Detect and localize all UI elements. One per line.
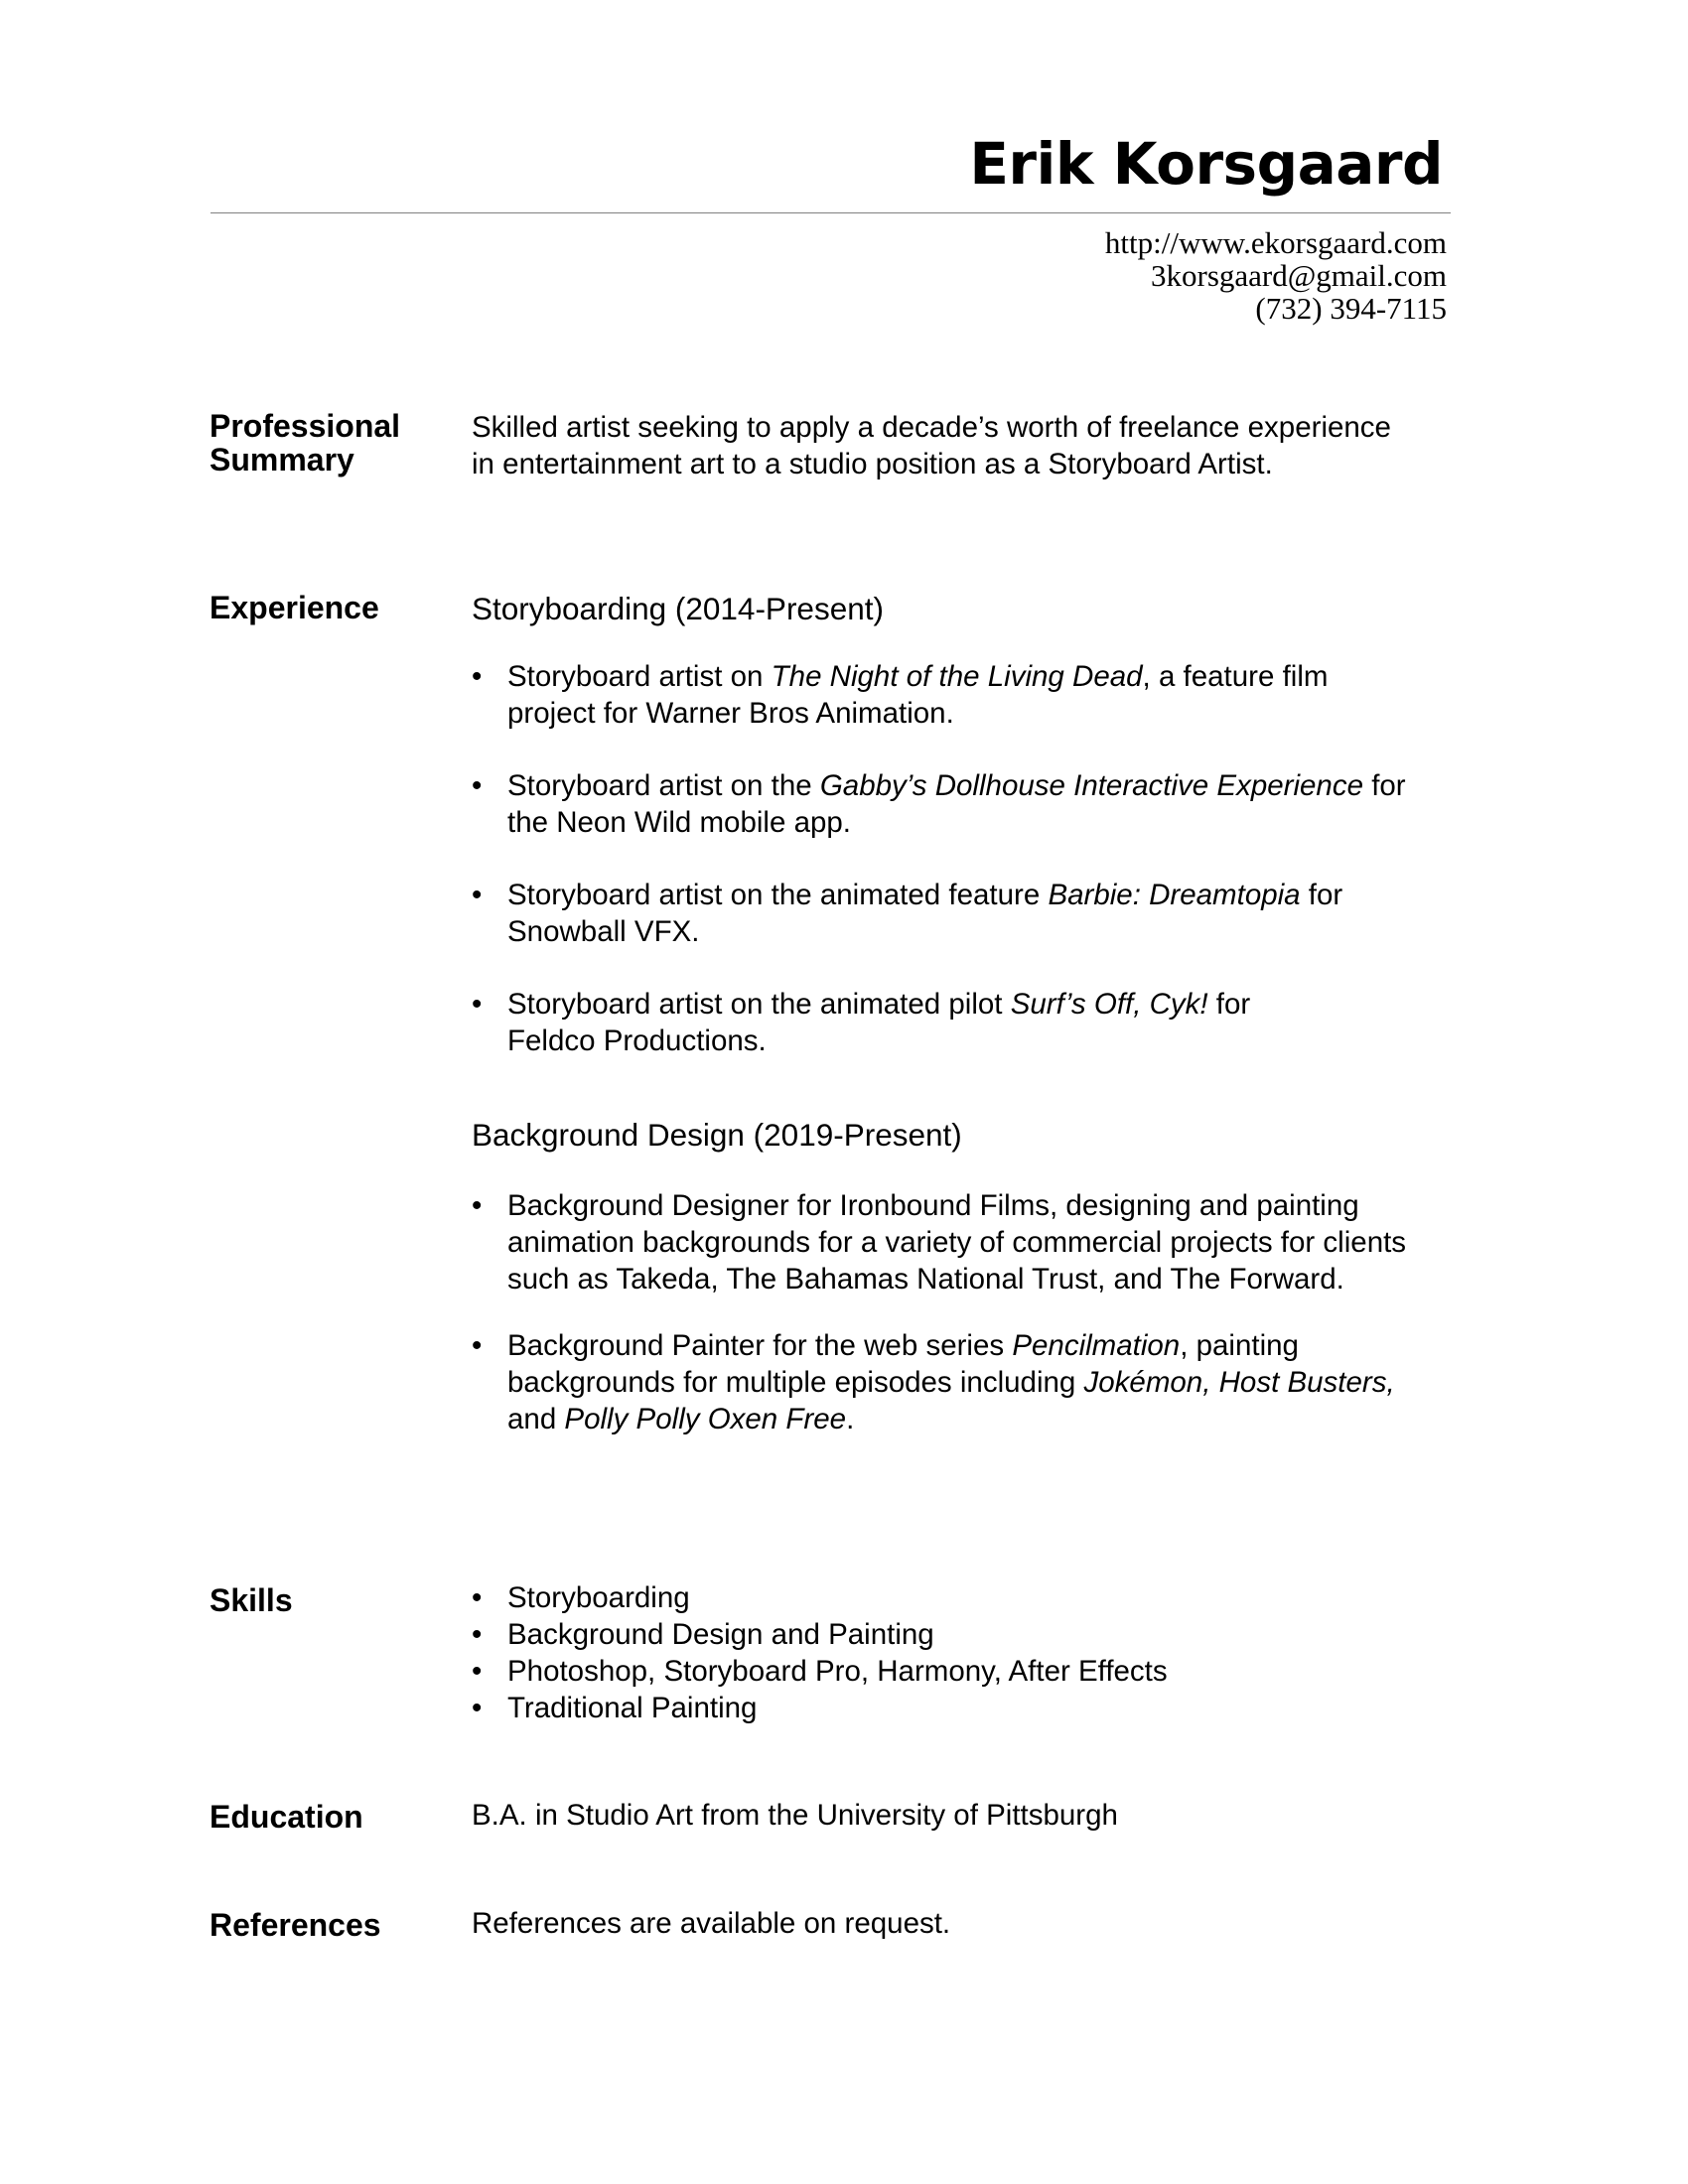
list-item: • Storyboard artist on the Gabby’s Dollhouse Interactive Experience for the Neon Wild mobile app. xyxy=(472,767,1406,841)
references-text: References are available on request. xyxy=(472,1907,951,1940)
background-design-heading: Background Design (2019-Present) xyxy=(472,1117,962,1153)
list-item: • Storyboard artist on the animated feature Barbie: Dreamtopia for Snowball VFX. xyxy=(472,877,1406,950)
phone-number: (732) 394-7115 xyxy=(1255,291,1447,326)
section-label-experience: Experience xyxy=(210,590,379,625)
section-label-skills: Skills xyxy=(210,1582,293,1618)
summary-text xyxy=(472,409,1391,482)
website-link[interactable]: http://www.ekorsgaard.com xyxy=(1104,225,1447,260)
contact-block xyxy=(1105,226,1447,325)
list-item: • Storyboarding xyxy=(472,1579,1168,1616)
list-item: • Traditional Painting xyxy=(472,1690,1168,1726)
project-title: Jokémon, Host Busters, xyxy=(1083,1366,1395,1399)
project-title: Polly Polly Oxen Free xyxy=(564,1403,847,1435)
section-label-professional-summary xyxy=(210,409,400,477)
section-label-references: References xyxy=(210,1907,381,1943)
summary-line: in entertainment art to a studio position as a Storyboard Artist. xyxy=(472,448,1273,480)
background-design-list xyxy=(472,1187,1406,1437)
candidate-name: Erik Korsgaard xyxy=(969,130,1443,198)
email-link[interactable]: 3korsgaard@gmail.com xyxy=(1151,258,1447,293)
project-title: The Night of the Living Dead xyxy=(771,660,1143,693)
project-title: Surf’s Off, Cyk! xyxy=(1010,988,1208,1021)
section-label-education: Education xyxy=(210,1799,363,1835)
project-title: Gabby’s Dollhouse Interactive Experience xyxy=(819,769,1363,802)
storyboarding-list xyxy=(472,658,1406,1095)
list-item: • Background Painter for the web series Pencilmation, painting backgrounds for multiple episodes including Jokémon, Host Busters, and Polly Polly Oxen Free. xyxy=(472,1327,1406,1437)
summary-line: Skilled artist seeking to apply a decade’s worth of freelance experience xyxy=(472,411,1391,444)
header-divider xyxy=(211,212,1451,213)
list-item: • Storyboard artist on The Night of the Living Dead, a feature film project for Warner Bros Animation. xyxy=(472,658,1406,732)
summary-label-line: Summary xyxy=(210,442,354,478)
list-item: • Background Designer for Ironbound Films, designing and painting animation backgrounds for a variety of commercial projects for clients such as Takeda, The Bahamas National Trust, and The Forward. xyxy=(472,1187,1406,1297)
list-item: • Background Design and Painting xyxy=(472,1616,1168,1653)
project-title: Barbie: Dreamtopia xyxy=(1048,879,1301,911)
skills-list xyxy=(472,1579,1168,1726)
project-title: Pencilmation xyxy=(1012,1329,1181,1362)
list-item: • Storyboard artist on the animated pilot Surf’s Off, Cyk! for Feldco Productions. xyxy=(472,986,1406,1059)
summary-label-line: Professional xyxy=(210,408,401,444)
education-text: B.A. in Studio Art from the University of Pittsburgh xyxy=(472,1799,1118,1832)
list-item: • Photoshop, Storyboard Pro, Harmony, After Effects xyxy=(472,1653,1168,1690)
storyboarding-heading: Storyboarding (2014-Present) xyxy=(472,591,884,626)
